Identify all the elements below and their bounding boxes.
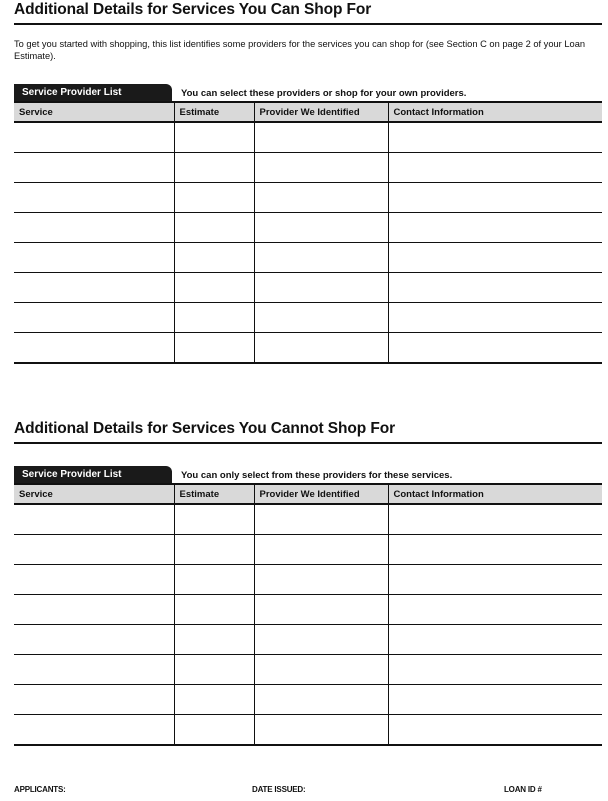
estimate-cell[interactable] <box>174 595 254 625</box>
estimate-cell[interactable] <box>174 213 254 243</box>
table-row <box>14 243 602 273</box>
contact-cell[interactable] <box>388 333 602 364</box>
provider-cell[interactable] <box>254 535 388 565</box>
table-row <box>14 213 602 243</box>
estimate-cell[interactable] <box>174 153 254 183</box>
section2-title: Additional Details for Services You Cannot Shop For <box>14 419 602 444</box>
column-provider: Provider We Identified <box>254 484 388 504</box>
contact-cell[interactable] <box>388 243 602 273</box>
provider-cell[interactable] <box>254 565 388 595</box>
service-cell[interactable] <box>14 655 174 685</box>
contact-cell[interactable] <box>388 153 602 183</box>
loan-estimate-page <box>14 0 602 746</box>
column-estimate: Estimate <box>174 102 254 122</box>
provider-cell[interactable] <box>254 153 388 183</box>
column-estimate: Estimate <box>174 484 254 504</box>
estimate-cell[interactable] <box>174 715 254 746</box>
table-row <box>14 504 602 535</box>
column-contact: Contact Information <box>388 102 602 122</box>
table-row <box>14 333 602 364</box>
service-cell[interactable] <box>14 565 174 595</box>
provider-cell[interactable] <box>254 243 388 273</box>
provider-cell[interactable] <box>254 303 388 333</box>
section1-intro: To get you started with shopping, this list identifies some providers for the services you can shop for (see Section C on page 2 of your Loan Estimate). <box>14 39 586 61</box>
estimate-cell[interactable] <box>174 273 254 303</box>
estimate-cell[interactable] <box>174 685 254 715</box>
provider-cell[interactable] <box>254 213 388 243</box>
contact-cell[interactable] <box>388 122 602 153</box>
section2-table-header <box>14 466 602 483</box>
estimate-cell[interactable] <box>174 303 254 333</box>
section2-provider-table <box>14 483 602 746</box>
applicants-label: APPLICANTS: <box>14 785 66 794</box>
service-cell[interactable] <box>14 625 174 655</box>
column-contact: Contact Information <box>388 484 602 504</box>
column-service: Service <box>14 102 174 122</box>
table-row <box>14 595 602 625</box>
service-cell[interactable] <box>14 535 174 565</box>
estimate-cell[interactable] <box>174 122 254 153</box>
table-row <box>14 715 602 746</box>
section2-tab-note: You can only select from these providers for these services. <box>181 470 453 481</box>
column-provider: Provider We Identified <box>254 102 388 122</box>
table-row <box>14 685 602 715</box>
provider-cell[interactable] <box>254 685 388 715</box>
contact-cell[interactable] <box>388 535 602 565</box>
date-issued-label: DATE ISSUED: <box>252 785 306 794</box>
table-row <box>14 183 602 213</box>
estimate-cell[interactable] <box>174 333 254 364</box>
contact-cell[interactable] <box>388 183 602 213</box>
estimate-cell[interactable] <box>174 535 254 565</box>
estimate-cell[interactable] <box>174 243 254 273</box>
table-row <box>14 273 602 303</box>
estimate-cell[interactable] <box>174 504 254 535</box>
provider-cell[interactable] <box>254 183 388 213</box>
service-cell[interactable] <box>14 715 174 746</box>
contact-cell[interactable] <box>388 273 602 303</box>
table-row <box>14 153 602 183</box>
provider-cell[interactable] <box>254 273 388 303</box>
table-row <box>14 655 602 685</box>
contact-cell[interactable] <box>388 303 602 333</box>
section1-title: Additional Details for Services You Can Shop For <box>14 0 602 25</box>
service-cell[interactable] <box>14 333 174 364</box>
contact-cell[interactable] <box>388 504 602 535</box>
table-row <box>14 122 602 153</box>
table-row <box>14 303 602 333</box>
section2-tab: Service Provider List <box>14 466 172 483</box>
section1-tab-note: You can select these providers or shop for your own providers. <box>181 88 467 99</box>
service-cell[interactable] <box>14 243 174 273</box>
provider-cell[interactable] <box>254 333 388 364</box>
service-cell[interactable] <box>14 213 174 243</box>
table-row <box>14 625 602 655</box>
section1-table-header <box>14 84 602 101</box>
section1-provider-table <box>14 101 602 364</box>
contact-cell[interactable] <box>388 655 602 685</box>
provider-cell[interactable] <box>254 715 388 746</box>
service-cell[interactable] <box>14 685 174 715</box>
estimate-cell[interactable] <box>174 625 254 655</box>
service-cell[interactable] <box>14 303 174 333</box>
table-header-row <box>14 484 602 504</box>
contact-cell[interactable] <box>388 565 602 595</box>
section1-tab: Service Provider List <box>14 84 172 101</box>
contact-cell[interactable] <box>388 213 602 243</box>
provider-cell[interactable] <box>254 595 388 625</box>
service-cell[interactable] <box>14 273 174 303</box>
service-cell[interactable] <box>14 153 174 183</box>
estimate-cell[interactable] <box>174 655 254 685</box>
contact-cell[interactable] <box>388 685 602 715</box>
service-cell[interactable] <box>14 504 174 535</box>
table-header-row <box>14 102 602 122</box>
service-cell[interactable] <box>14 122 174 153</box>
estimate-cell[interactable] <box>174 183 254 213</box>
provider-cell[interactable] <box>254 504 388 535</box>
provider-cell[interactable] <box>254 122 388 153</box>
contact-cell[interactable] <box>388 595 602 625</box>
service-cell[interactable] <box>14 595 174 625</box>
column-service: Service <box>14 484 174 504</box>
table-row <box>14 565 602 595</box>
contact-cell[interactable] <box>388 715 602 746</box>
service-cell[interactable] <box>14 183 174 213</box>
provider-cell[interactable] <box>254 655 388 685</box>
estimate-cell[interactable] <box>174 565 254 595</box>
provider-cell[interactable] <box>254 625 388 655</box>
contact-cell[interactable] <box>388 625 602 655</box>
table-row <box>14 535 602 565</box>
loan-id-label: LOAN ID # <box>504 785 542 794</box>
